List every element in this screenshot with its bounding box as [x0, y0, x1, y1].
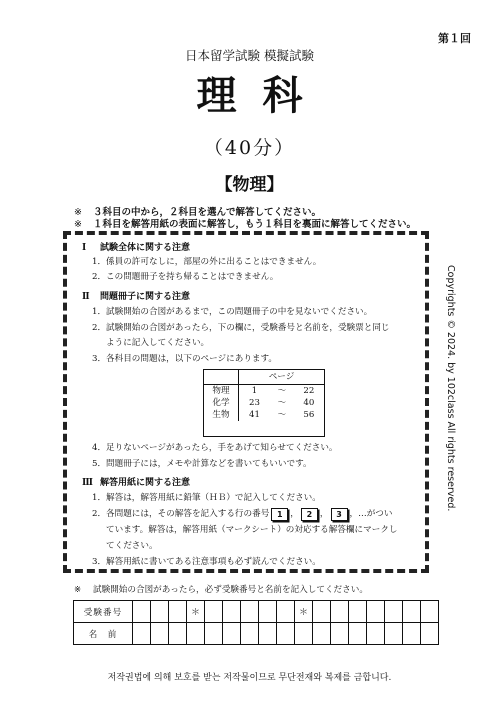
- item-text: 試験開始の合図があったら，下の欄に，受験番号と名前を，受験票と同じ: [106, 323, 390, 333]
- page-from: 41: [249, 410, 260, 420]
- item-number: 3．: [92, 557, 107, 567]
- section-title: 試験全体に関する注意: [100, 243, 191, 253]
- number-cell[interactable]: [385, 601, 403, 623]
- table-corner: [204, 370, 239, 385]
- star-cell: ＊: [295, 601, 313, 623]
- row-subject: 化学: [204, 397, 239, 409]
- notice-item: [92, 441, 338, 453]
- notice-item: [92, 491, 321, 503]
- item-text: この問題冊子を持ち帰ることはできません。: [106, 272, 279, 282]
- row-number-key: 1: [271, 508, 288, 521]
- name-cell[interactable]: [169, 623, 187, 645]
- number-cell[interactable]: [331, 601, 349, 623]
- table-row: [204, 397, 324, 409]
- notice-box: [63, 231, 429, 573]
- notice-item: [92, 305, 372, 317]
- number-cell[interactable]: [403, 601, 421, 623]
- item-text: 足りないページがあったら，手をあげて知らせてください。: [106, 443, 338, 453]
- section-heading: [82, 475, 190, 488]
- notice-item: [92, 555, 321, 567]
- note-mark: ※: [74, 219, 82, 230]
- section-number: Ⅲ: [82, 478, 93, 488]
- item-number: 5．: [92, 459, 107, 469]
- name-cell[interactable]: [295, 623, 313, 645]
- separator: ，: [290, 509, 299, 519]
- name-cell[interactable]: [331, 623, 349, 645]
- name-cell[interactable]: [277, 623, 295, 645]
- section-title: 解答用紙に関する注意: [100, 478, 191, 488]
- name-cell[interactable]: [241, 623, 259, 645]
- number-cell[interactable]: [151, 601, 169, 623]
- row-number-key: 3: [331, 508, 348, 521]
- page-dash: 〜: [277, 386, 287, 396]
- item-number: 2．: [92, 509, 107, 519]
- name-cell[interactable]: [259, 623, 277, 645]
- name-cell[interactable]: [205, 623, 223, 645]
- notice-item: [92, 457, 312, 469]
- item-text: ，…がつい: [349, 509, 393, 519]
- item-continuation: ています。解答は，解答用紙（マークシート）の対応する解答欄にマークし: [106, 525, 398, 535]
- instruction-note: [74, 216, 416, 230]
- name-cell[interactable]: [403, 623, 421, 645]
- note-text: ３科目の中から，２科目を選んで解答してください。: [93, 207, 322, 218]
- item-text: 各問題には，その解答を記入する行の番号: [106, 509, 270, 519]
- table-row: [204, 385, 324, 398]
- number-cell[interactable]: [277, 601, 295, 623]
- name-cell[interactable]: [151, 623, 169, 645]
- sub-subject: 【物理】: [215, 175, 284, 195]
- name-cell[interactable]: [421, 623, 439, 645]
- row-number-key: 2: [301, 508, 318, 521]
- name-cell[interactable]: [187, 623, 205, 645]
- section-title: 問題冊子に関する注意: [100, 292, 191, 302]
- page-from: 1: [251, 386, 258, 396]
- item-continuation: てください。: [106, 541, 158, 551]
- number-cell[interactable]: [367, 601, 385, 623]
- page-dash: 〜: [277, 398, 287, 408]
- notice-item: [92, 270, 278, 282]
- item-number: 2．: [92, 272, 107, 282]
- copyright-notice: Copyrights © 2024. by 102class All rights reserved.: [445, 265, 456, 512]
- table-header: ページ: [239, 370, 325, 385]
- notice-item: [92, 352, 277, 364]
- number-cell[interactable]: [421, 601, 439, 623]
- item-text: 解答は，解答用紙に鉛筆（ＨＢ）で記入してください。: [106, 493, 321, 503]
- item-text: 係員の許可なしに，部屋の外に出ることはできません。: [106, 257, 322, 267]
- name-cell[interactable]: [349, 623, 367, 645]
- note-mark: ※: [74, 585, 82, 595]
- name-row: [74, 623, 439, 645]
- row-subject: 物理: [204, 385, 239, 398]
- page-to: 56: [303, 410, 315, 420]
- page-table-frame: [203, 369, 325, 437]
- notice-item: [92, 321, 390, 333]
- notice-item: [92, 507, 393, 521]
- name-cell[interactable]: [133, 623, 151, 645]
- name-label: 名 前: [74, 623, 133, 645]
- subject-title: 理科: [196, 72, 329, 119]
- name-cell[interactable]: [367, 623, 385, 645]
- section-number: Ⅰ: [82, 243, 87, 253]
- notice-item: [92, 255, 321, 267]
- item-text: 解答用紙に書いてある注意事項も必ず読んでください。: [106, 557, 321, 567]
- item-text: 試験開始の合図があるまで，この問題冊子の中を見ないでください。: [106, 307, 373, 317]
- exam-note: [74, 583, 368, 595]
- note-mark: ※: [74, 207, 82, 218]
- number-cell[interactable]: [241, 601, 259, 623]
- number-cell[interactable]: [169, 601, 187, 623]
- table-row: [204, 409, 324, 421]
- examinee-number-row: [74, 601, 439, 623]
- note-text: 試験開始の合図があったら，必ず受験番号と名前を記入してください。: [93, 585, 368, 595]
- item-number: 1．: [92, 307, 107, 317]
- page-to: 22: [303, 386, 315, 396]
- star-cell: ＊: [187, 601, 205, 623]
- name-cell[interactable]: [223, 623, 241, 645]
- item-continuation: ように記入してください。: [106, 338, 210, 348]
- examinee-form: [73, 600, 439, 645]
- item-number: 1．: [92, 257, 107, 267]
- item-text: 各科目の問題は，以下のページにあります。: [106, 354, 278, 364]
- number-cell[interactable]: [259, 601, 277, 623]
- number-cell[interactable]: [223, 601, 241, 623]
- page-from: 23: [249, 398, 260, 408]
- number-cell[interactable]: [133, 601, 151, 623]
- name-cell[interactable]: [313, 623, 331, 645]
- number-cell[interactable]: [349, 601, 367, 623]
- section-heading: [82, 289, 190, 302]
- item-number: 3．: [92, 354, 107, 364]
- exam-round: 第１回: [438, 32, 471, 45]
- examinee-number-label: 受験番号: [74, 601, 133, 623]
- item-text: 問題冊子には，メモや計算などを書いてもいいです。: [106, 459, 312, 469]
- section-heading: [82, 240, 190, 253]
- name-cell[interactable]: [385, 623, 403, 645]
- row-subject: 生物: [204, 409, 239, 421]
- note-text: １科目を解答用紙の表面に解答し，もう１科目を裏面に解答してください。: [93, 219, 417, 230]
- item-number: 4．: [92, 443, 107, 453]
- footer-copyright: 저작권법에 의해 보호를 받는 저작물이므로 무단전재와 복제를 금합니다.: [107, 673, 392, 683]
- number-cell[interactable]: [205, 601, 223, 623]
- number-cell[interactable]: [313, 601, 331, 623]
- page-table: [204, 370, 324, 421]
- exam-title: 日本留学試験 模擬試験: [185, 48, 314, 63]
- section-number: Ⅱ: [82, 292, 90, 302]
- page-dash: 〜: [277, 410, 287, 420]
- page-to: 40: [303, 398, 315, 408]
- item-number: 2．: [92, 323, 107, 333]
- separator: ，: [319, 509, 329, 519]
- item-number: 1．: [92, 493, 107, 503]
- exam-duration: （40分）: [203, 137, 296, 159]
